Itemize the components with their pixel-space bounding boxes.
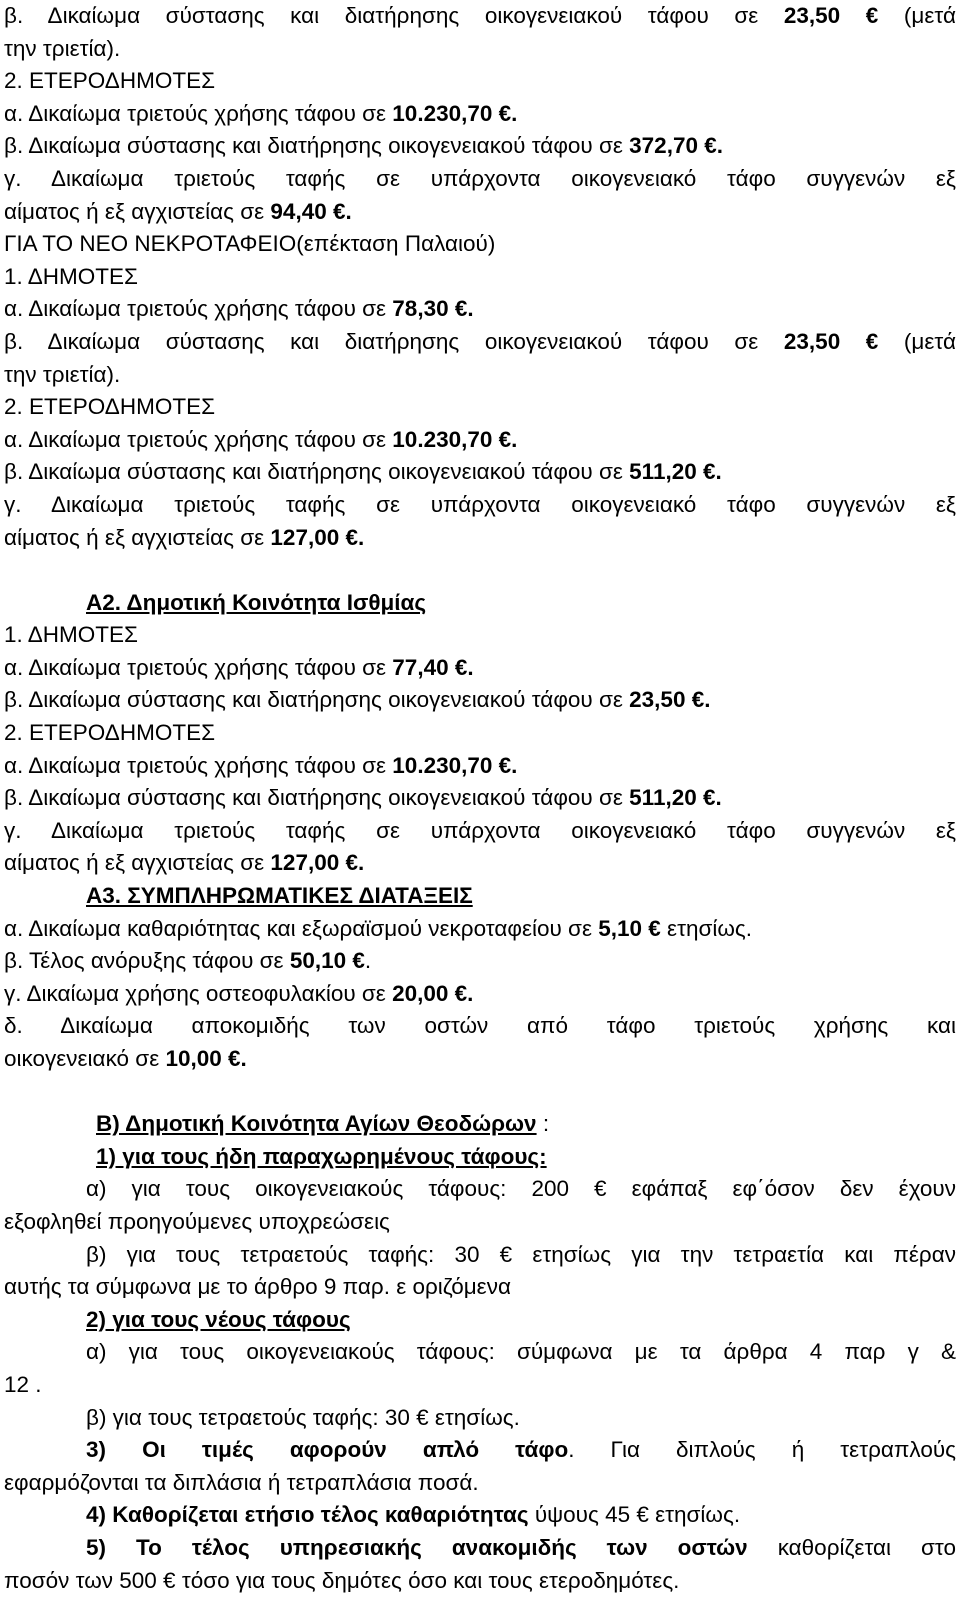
section-heading: 1. ΔΗΜΟΤΕΣ — [4, 261, 956, 294]
amount: 77,40 €. — [392, 655, 473, 680]
text: β. Δικαίωμα σύστασης και διατήρησης οικογενειακού τάφου σε — [4, 459, 629, 484]
text-line — [4, 98, 956, 131]
bold-text: 5) Το τέλος υπηρεσιακής ανακομιδής των οστών — [86, 1535, 748, 1560]
text-line — [4, 652, 956, 685]
text: καθορίζεται στο — [748, 1535, 956, 1560]
text-line — [4, 424, 956, 457]
euro-sign: € — [840, 3, 904, 28]
text-line — [4, 522, 956, 555]
text-line: εξοφληθεί προηγούμενες υποχρεώσεις — [4, 1206, 956, 1239]
subsection-heading — [4, 1304, 956, 1337]
text-line: β) για τους τετραετούς ταφής: 30 € ετησίως για την τετραετία και πέραν — [4, 1239, 956, 1272]
text-line: εφαρμόζονται τα διπλάσια ή τετραπλάσια ποσά. — [4, 1467, 956, 1500]
text-line — [4, 978, 956, 1011]
text: β. Δικαίωμα σύστασης και διατήρησης οικογενειακού τάφου σε — [4, 329, 784, 354]
amount: 78,30 €. — [392, 296, 473, 321]
amount: 372,70 €. — [629, 133, 723, 158]
subsection-heading — [4, 1141, 956, 1174]
amount: 20,00 €. — [392, 981, 473, 1006]
section-heading: 2. ΕΤΕΡΟΔΗΜΟΤΕΣ — [4, 65, 956, 98]
section-heading — [4, 587, 956, 620]
text: αίματος ή εξ αγχιστείας σε — [4, 199, 270, 224]
text-line — [4, 1434, 956, 1467]
document-page — [4, 0, 956, 1597]
text: : — [537, 1111, 550, 1136]
text: ετησίως. — [661, 916, 752, 941]
amount: 23,50 € — [784, 329, 878, 354]
text-line — [4, 130, 956, 163]
heading-text: 2) για τους νέους τάφους — [86, 1307, 351, 1332]
text: α. Δικαίωμα τριετούς χρήσης τάφου σε — [4, 427, 392, 452]
text: αίματος ή εξ αγχιστείας σε — [4, 525, 270, 550]
text: οικογενειακό σε — [4, 1046, 165, 1071]
text-line — [4, 0, 956, 33]
text-line: γ. Δικαίωμα τριετούς ταφής σε υπάρχοντα οικογενειακό τάφο συγγενών εξ — [4, 163, 956, 196]
amount: 50,10 € — [290, 948, 365, 973]
text-line: την τριετία). — [4, 33, 956, 66]
text: ύψους 45 € ετησίως. — [529, 1502, 741, 1527]
amount: 10,00 €. — [165, 1046, 246, 1071]
text: β. Δικαίωμα σύστασης και διατήρησης οικογενειακού τάφου σε — [4, 133, 629, 158]
heading-text: Α2. Δημοτική Κοινότητα Ισθμίας — [86, 590, 426, 615]
text-line: γ. Δικαίωμα τριετούς ταφής σε υπάρχοντα οικογενειακό τάφο συγγενών εξ — [4, 489, 956, 522]
amount: 10.230,70 €. — [392, 427, 517, 452]
text: αίματος ή εξ αγχιστείας σε — [4, 850, 270, 875]
heading-text: Β) Δημοτική Κοινότητα Αγίων Θεοδώρων — [96, 1111, 537, 1136]
section-heading: ΓΙΑ ΤΟ ΝΕΟ ΝΕΚΡΟΤΑΦΕΙΟ(επέκταση Παλαιού) — [4, 228, 956, 261]
text: γ. Δικαίωμα χρήσης οστεοφυλακίου σε — [4, 981, 392, 1006]
text-line: α) για τους οικογενειακούς τάφους: σύμφωνα με τα άρθρα 4 παρ γ & — [4, 1336, 956, 1369]
text: α. Δικαίωμα καθαριότητας και εξωραϊσμού νεκροταφείου σε — [4, 916, 598, 941]
text: α. Δικαίωμα τριετούς χρήσης τάφου σε — [4, 296, 392, 321]
text-line: την τριετία). — [4, 359, 956, 392]
text-line — [4, 1532, 956, 1565]
spacer — [4, 1076, 956, 1109]
bold-text: 4) Καθορίζεται ετήσιο τέλος καθαριότητας — [86, 1502, 529, 1527]
amount: 127,00 €. — [270, 850, 364, 875]
heading-text: Α3. ΣΥΜΠΛΗΡΩΜΑΤΙΚΕΣ ΔΙΑΤΑΞΕΙΣ — [86, 883, 473, 908]
text: α. Δικαίωμα τριετούς χρήσης τάφου σε — [4, 101, 392, 126]
text: α. Δικαίωμα τριετούς χρήσης τάφου σε — [4, 655, 392, 680]
text-line — [4, 293, 956, 326]
text-line — [4, 750, 956, 783]
text-line: α) για τους οικογενειακούς τάφους: 200 € εφάπαξ εφ΄όσον δεν έχουν — [4, 1173, 956, 1206]
text: β. Δικαίωμα σύστασης και διατήρησης οικογενειακού τάφου σε — [4, 785, 629, 810]
section-heading: 2. ΕΤΕΡΟΔΗΜΟΤΕΣ — [4, 391, 956, 424]
text: β. Τέλος ανόρυξης τάφου σε — [4, 948, 290, 973]
text: β. Δικαίωμα σύστασης και διατήρησης οικογενειακού τάφου σε — [4, 3, 784, 28]
text-line — [4, 1043, 956, 1076]
amount: 511,20 €. — [629, 785, 722, 810]
text-line: γ. Δικαίωμα τριετούς ταφής σε υπάρχοντα οικογενειακό τάφο συγγενών εξ — [4, 815, 956, 848]
bold-text: 3) Οι τιμές αφορούν απλό τάφο — [86, 1437, 568, 1462]
amount: 511,20 €. — [629, 459, 722, 484]
heading-text: 1) για τους ήδη παραχωρημένους τάφους: — [96, 1144, 547, 1169]
text-line: β) για τους τετραετούς ταφής: 30 € ετησίως. — [4, 1402, 956, 1435]
text-line: αυτής τα σύμφωνα με το άρθρο 9 παρ. ε οριζόμενα — [4, 1271, 956, 1304]
amount: 23,50 — [784, 3, 840, 28]
text: . Για διπλούς ή τετραπλούς — [568, 1437, 956, 1462]
text-line — [4, 326, 956, 359]
text: β. Δικαίωμα σύστασης και διατήρησης οικογενειακού τάφου σε — [4, 687, 629, 712]
text-line — [4, 847, 956, 880]
amount: 10.230,70 €. — [392, 101, 517, 126]
text-line — [4, 782, 956, 815]
amount: 127,00 €. — [270, 525, 364, 550]
text: (μετά — [904, 3, 956, 28]
amount: 94,40 €. — [270, 199, 351, 224]
text-line — [4, 684, 956, 717]
text-line — [4, 913, 956, 946]
amount: 23,50 €. — [629, 687, 710, 712]
section-heading — [4, 1108, 956, 1141]
section-heading: 2. ΕΤΕΡΟΔΗΜΟΤΕΣ — [4, 717, 956, 750]
text-line — [4, 456, 956, 489]
text-line — [4, 945, 956, 978]
text: α. Δικαίωμα τριετούς χρήσης τάφου σε — [4, 753, 392, 778]
amount: 5,10 € — [598, 916, 661, 941]
section-heading — [4, 880, 956, 913]
text-line: ποσόν των 500 € τόσο για τους δημότες όσο και τους ετεροδημότες. — [4, 1565, 956, 1597]
text-line: δ. Δικαίωμα αποκομιδής των οστών από τάφο τριετούς χρήσης και — [4, 1010, 956, 1043]
spacer — [4, 554, 956, 587]
text-line — [4, 1499, 956, 1532]
text-line: 12 . — [4, 1369, 956, 1402]
amount: 10.230,70 €. — [392, 753, 517, 778]
section-heading: 1. ΔΗΜΟΤΕΣ — [4, 619, 956, 652]
text-line — [4, 196, 956, 229]
text: . — [365, 948, 371, 973]
text: (μετά — [878, 329, 956, 354]
